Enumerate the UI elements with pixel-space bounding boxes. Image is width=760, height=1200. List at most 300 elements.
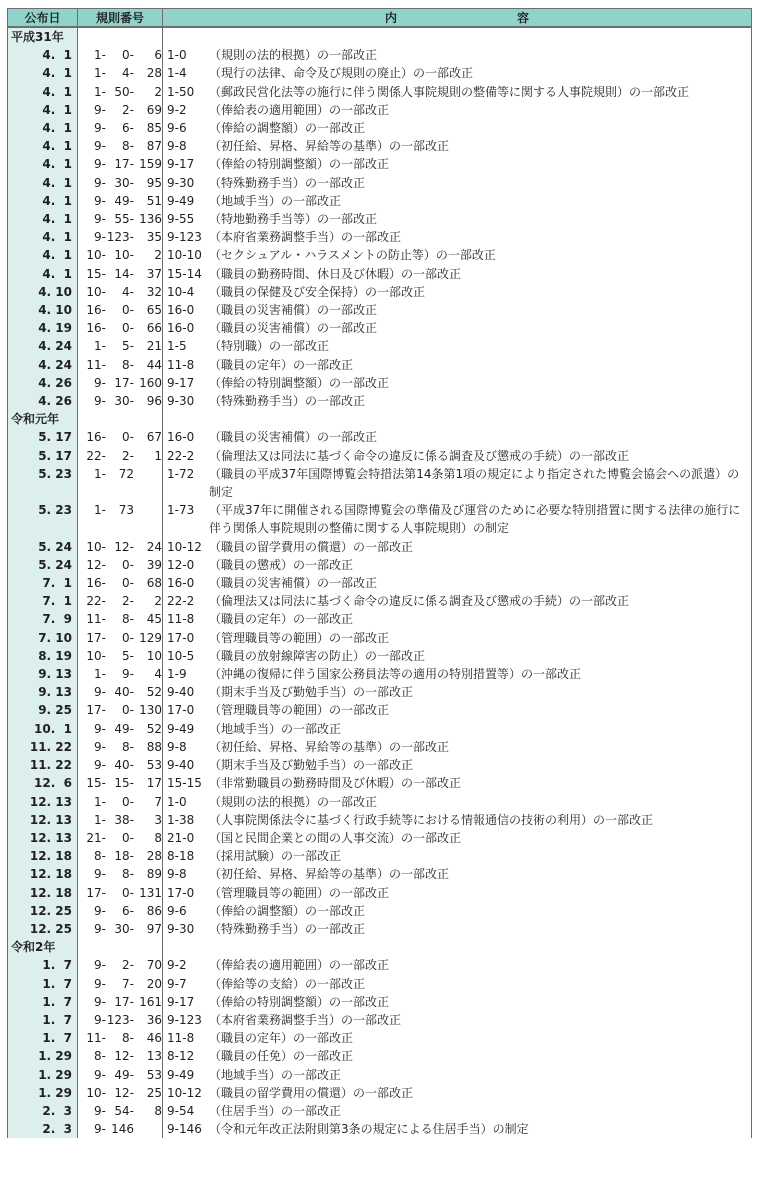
rule-number-part: 0-	[122, 303, 134, 318]
rule-code: 12-0	[167, 557, 195, 572]
rule-number	[78, 920, 163, 938]
rule-number-part: 10-	[86, 1085, 106, 1100]
rule-number-part: 37	[146, 266, 162, 281]
rule-code: 10-10	[167, 248, 202, 263]
table-row	[8, 119, 752, 137]
rule-number-part: 68	[146, 576, 162, 591]
rule-content	[163, 610, 752, 628]
rule-number-part: 9-	[94, 175, 106, 190]
rule-code: 11-8	[167, 1031, 195, 1046]
empty-cell	[78, 938, 163, 956]
rule-content	[163, 847, 752, 865]
promulgation-date: 7. 10	[8, 629, 78, 647]
rule-description: （職員の災害補償）の一部改正	[209, 303, 378, 318]
rule-description: （倫理法又は同法に基づく命令の違反に係る調査及び懲戒の手続）の一部改正	[209, 448, 630, 463]
rule-code: 1-0	[167, 48, 187, 63]
promulgation-date: 4. 26	[8, 374, 78, 392]
promulgation-date: 4. 1	[8, 192, 78, 210]
rule-number-part: 69	[146, 102, 162, 117]
era-label: 令和元年	[8, 410, 78, 428]
rule-number-part: 28	[146, 66, 162, 81]
promulgation-date: 12. 6	[8, 774, 78, 792]
rule-number-part: 2-	[122, 448, 134, 463]
promulgation-date: 1. 29	[8, 1047, 78, 1065]
rule-content	[163, 428, 752, 446]
rule-code: 9-49	[167, 721, 195, 736]
rule-number-part: 160	[139, 375, 162, 390]
rule-content	[163, 1029, 752, 1047]
rule-number-part: 0-	[122, 830, 134, 845]
rule-number-part: 10-	[86, 284, 106, 299]
promulgation-date: 12. 18	[8, 865, 78, 883]
rule-number-part: 5-	[122, 339, 134, 354]
table-row	[8, 884, 752, 902]
rule-number-part: 130	[139, 703, 162, 718]
rule-number	[78, 720, 163, 738]
table-row	[8, 538, 752, 556]
rule-number-part: 12-	[86, 557, 106, 572]
table-row	[8, 1047, 752, 1065]
rule-number-part: 53	[146, 758, 162, 773]
rule-description: （初任給、昇格、昇給等の基準）の一部改正	[209, 739, 450, 754]
header-rule-number: 規則番号	[78, 9, 163, 28]
rule-description: （俸給の特別調整額）の一部改正	[209, 157, 390, 172]
promulgation-date: 4. 1	[8, 210, 78, 228]
rule-number-part: 9-	[94, 867, 106, 882]
rule-number	[78, 119, 163, 137]
rule-description: （本府省業務調整手当）の一部改正	[209, 1012, 402, 1027]
rule-content	[163, 592, 752, 610]
rule-number-part: 8-	[94, 1049, 106, 1064]
rule-description: （俸給の調整額）の一部改正	[209, 121, 366, 135]
rule-number-part: 52	[146, 685, 162, 700]
era-row	[8, 410, 752, 428]
rule-code: 1-4	[167, 66, 187, 81]
rule-number-part: 0-	[122, 576, 134, 591]
rule-number-part: 10-	[114, 248, 134, 263]
rule-number	[78, 137, 163, 155]
rule-number-part: 15-	[86, 776, 106, 791]
rule-number-part: 70	[146, 958, 162, 973]
rule-number-part: 0-	[122, 321, 134, 336]
empty-cell	[163, 410, 752, 428]
table-row	[8, 428, 752, 446]
rule-number	[78, 192, 163, 210]
rule-number	[78, 265, 163, 283]
rule-number-part: 51	[146, 193, 162, 208]
rule-number-part: 17-	[114, 994, 134, 1009]
table-row	[8, 374, 752, 392]
rule-number	[78, 811, 163, 829]
rule-code: 9-40	[167, 685, 195, 700]
rule-number-part: 45	[146, 612, 162, 627]
rule-number-part: 0-	[122, 430, 134, 445]
rule-description: （初任給、昇格、昇給等の基準）の一部改正	[209, 139, 450, 154]
promulgation-date: 1. 29	[8, 1066, 78, 1084]
rule-number-part: 18-	[114, 849, 134, 864]
rule-content	[163, 1120, 752, 1138]
rule-number-part: 9-	[94, 394, 106, 409]
rule-code: 10-5	[167, 648, 195, 663]
rule-description: （職員の懲戒）の一部改正	[209, 557, 354, 572]
rule-content	[163, 155, 752, 173]
rule-number	[78, 738, 163, 756]
promulgation-date: 5. 23	[8, 501, 78, 537]
rule-code: 1-73	[167, 503, 195, 518]
rule-code: 1-38	[167, 812, 195, 827]
rule-number-part: 8	[154, 830, 162, 845]
rule-content	[163, 647, 752, 665]
rule-content	[163, 975, 752, 993]
rule-description: （沖縄の復帰に伴う国家公務員法等の適用の特別措置等）の一部改正	[209, 667, 582, 682]
rule-content	[163, 119, 752, 137]
rule-number-part: 12-	[114, 539, 134, 554]
rule-number-part: 8-	[122, 867, 134, 882]
rule-description: （特殊勤務手当）の一部改正	[209, 921, 366, 936]
rule-number-part	[134, 1120, 162, 1138]
rule-number-part: 4-	[122, 66, 134, 81]
rule-number-part: 32	[146, 284, 162, 299]
rule-description: （職員の災害補償）の一部改正	[209, 576, 378, 591]
rule-content	[163, 265, 752, 283]
rule-content	[163, 392, 752, 410]
rule-content	[163, 64, 752, 82]
rule-number-part: 11-	[86, 357, 106, 372]
rule-number-part: 3	[154, 812, 162, 827]
header-date: 公布日	[8, 9, 78, 28]
promulgation-date: 12. 25	[8, 902, 78, 920]
rule-description: （地域手当）の一部改正	[209, 1067, 342, 1082]
rule-code: 10-4	[167, 284, 195, 299]
rule-number-part: 39	[146, 557, 162, 572]
rule-number-part: 0-	[122, 557, 134, 572]
rule-code: 9-30	[167, 921, 195, 936]
rule-number-part: 8	[154, 1103, 162, 1118]
rule-number-part: 9-	[94, 102, 106, 117]
rule-number-part	[134, 465, 162, 483]
table-row	[8, 501, 752, 537]
rule-number-part: 9-	[94, 758, 106, 773]
rule-content	[163, 793, 752, 811]
rule-content	[163, 774, 752, 792]
rule-code: 9-8	[167, 739, 187, 754]
rule-code: 9-123	[167, 1012, 202, 1027]
rule-number	[78, 774, 163, 792]
rule-description: （セクシュアル・ハラスメントの防止等）の一部改正	[209, 248, 496, 263]
rule-number-part: 9-	[94, 1103, 106, 1118]
table-row	[8, 811, 752, 829]
rule-code: 9-17	[167, 375, 195, 390]
rule-number	[78, 1011, 163, 1029]
rule-number-part: 0-	[122, 703, 134, 718]
header-content-char1: 内	[384, 10, 397, 25]
table-row	[8, 83, 752, 101]
rule-description: （職員の災害補償）の一部改正	[209, 321, 378, 336]
rule-number-part: 131	[139, 885, 162, 900]
rule-description: （地域手当）の一部改正	[209, 193, 342, 208]
rule-number	[78, 1084, 163, 1102]
rule-content	[163, 337, 752, 355]
promulgation-date: 4. 1	[8, 155, 78, 173]
rule-content	[163, 174, 752, 192]
rule-description: （規則の法的根拠）の一部改正	[209, 48, 378, 63]
promulgation-date: 2. 3	[8, 1120, 78, 1138]
rule-code: 11-8	[167, 612, 195, 627]
rule-number-part: 17	[146, 776, 162, 791]
rule-description: （本府省業務調整手当）の一部改正	[209, 230, 402, 245]
rule-number-part: 161	[139, 994, 162, 1009]
rule-number-part: 9-	[94, 139, 106, 154]
promulgation-date: 5. 17	[8, 428, 78, 446]
rule-content	[163, 720, 752, 738]
rule-description: （管理職員等の範囲）の一部改正	[209, 630, 390, 645]
rule-number-part: 35	[146, 230, 162, 245]
rule-content	[163, 1047, 752, 1065]
rule-number-part: 17-	[114, 157, 134, 172]
rule-number-part: 12-	[114, 1085, 134, 1100]
rule-description: （非常勤職員の勤務時間及び休暇）の一部改正	[209, 776, 462, 791]
table-row	[8, 574, 752, 592]
rule-number-part: 17-	[86, 630, 106, 645]
rule-number-part: 9-	[94, 1012, 106, 1027]
rule-content	[163, 629, 752, 647]
rule-number-part: 28	[146, 849, 162, 864]
rule-code: 16-0	[167, 430, 195, 445]
promulgation-date: 4. 1	[8, 246, 78, 264]
rule-content	[163, 465, 752, 501]
rule-description: （職員の災害補償）の一部改正	[209, 430, 378, 445]
table-row	[8, 1066, 752, 1084]
rule-content	[163, 1102, 752, 1120]
rule-content	[163, 683, 752, 701]
table-row	[8, 356, 752, 374]
rule-number	[78, 1047, 163, 1065]
rule-code: 8-18	[167, 849, 195, 864]
promulgation-date: 9. 13	[8, 665, 78, 683]
table-row	[8, 392, 752, 410]
table-row	[8, 738, 752, 756]
rule-code: 9-17	[167, 157, 195, 172]
rule-content	[163, 1011, 752, 1029]
rule-number-part: 6-	[122, 903, 134, 918]
rule-content	[163, 1066, 752, 1084]
rule-number	[78, 902, 163, 920]
rule-number-part: 8-	[122, 1031, 134, 1046]
rule-number-part: 0-	[122, 885, 134, 900]
promulgation-date: 8. 19	[8, 647, 78, 665]
rule-number-part: 1-	[94, 466, 106, 481]
rule-number-part: 4-	[122, 284, 134, 299]
promulgation-date: 12. 13	[8, 811, 78, 829]
rule-number-part: 9-	[94, 157, 106, 172]
rule-content	[163, 210, 752, 228]
rule-number	[78, 1066, 163, 1084]
rule-code: 1-50	[167, 84, 195, 99]
rule-content	[163, 137, 752, 155]
promulgation-date: 10. 1	[8, 720, 78, 738]
rule-number	[78, 210, 163, 228]
rule-number-part: 2-	[122, 102, 134, 117]
promulgation-date: 7. 9	[8, 610, 78, 628]
rule-code: 17-0	[167, 703, 195, 718]
rule-code: 9-6	[167, 121, 187, 135]
rule-number-part: 88	[146, 739, 162, 754]
table-row	[8, 46, 752, 64]
promulgation-date: 5. 23	[8, 465, 78, 501]
rule-code: 9-49	[167, 1067, 195, 1082]
rule-number	[78, 501, 163, 537]
rule-content	[163, 756, 752, 774]
promulgation-date: 7. 1	[8, 592, 78, 610]
promulgation-date: 1. 7	[8, 975, 78, 993]
rule-code: 17-0	[167, 885, 195, 900]
rule-code: 1-72	[167, 466, 195, 481]
rule-number-part: 22-	[86, 594, 106, 609]
rule-number	[78, 465, 163, 501]
rule-number-part: 9-	[94, 685, 106, 700]
rule-code: 11-8	[167, 357, 195, 372]
rule-number-part: 10-	[86, 648, 106, 663]
rule-number-part: 15-	[86, 266, 106, 281]
table-row	[8, 665, 752, 683]
rule-description: （職員の平成37年国際博覧会特措法第14条第1項の規定により指定された博覧会協会への派遣）の制定	[209, 466, 740, 500]
rule-description: （特地勤務手当等）の一部改正	[209, 212, 378, 227]
rule-description: （国と民間企業との間の人事交流）の一部改正	[209, 830, 462, 845]
rule-number	[78, 83, 163, 101]
rule-code: 17-0	[167, 630, 195, 645]
rule-number	[78, 683, 163, 701]
promulgation-date: 12. 18	[8, 884, 78, 902]
rule-code: 1-5	[167, 339, 187, 354]
rule-code: 9-8	[167, 867, 187, 882]
rule-number-part: 9-	[94, 958, 106, 973]
rule-code: 10-12	[167, 1085, 202, 1100]
rule-number-part: 1-	[94, 84, 106, 99]
promulgation-date: 12. 25	[8, 920, 78, 938]
rule-description: （規則の法的根拠）の一部改正	[209, 794, 378, 809]
rule-number-part: 30-	[114, 921, 134, 936]
rule-number-part: 95	[146, 175, 162, 190]
promulgation-date: 9. 25	[8, 701, 78, 719]
rules-table	[7, 8, 752, 1138]
rule-number-part: 1	[154, 448, 162, 463]
table-row	[8, 228, 752, 246]
rule-code: 9-54	[167, 1103, 195, 1118]
rule-number-part: 30-	[114, 175, 134, 190]
table-row	[8, 337, 752, 355]
header-content	[163, 9, 752, 28]
era-row	[8, 938, 752, 956]
rule-number-part: 9-	[94, 212, 106, 227]
rule-number	[78, 228, 163, 246]
table-row	[8, 265, 752, 283]
promulgation-date: 12. 18	[8, 847, 78, 865]
rule-code: 9-7	[167, 976, 187, 991]
rule-description: （職員の放射線障害の防止）の一部改正	[209, 648, 426, 663]
rule-description: （人事院関係法令に基づく行政手続等における情報通信の技術の利用）の一部改正	[209, 812, 654, 827]
rule-number-part: 0-	[122, 48, 134, 63]
rule-number-part: 136	[139, 212, 162, 227]
promulgation-date: 11. 22	[8, 756, 78, 774]
rule-number	[78, 556, 163, 574]
rule-number-part: 66	[146, 321, 162, 336]
rule-content	[163, 192, 752, 210]
rule-number-part: 40-	[114, 685, 134, 700]
rule-code: 22-2	[167, 594, 195, 609]
rule-number-part: 1-	[94, 503, 106, 518]
table-row	[8, 64, 752, 82]
rule-code: 16-0	[167, 321, 195, 336]
rule-number-part: 2	[154, 248, 162, 263]
rule-number-part: 52	[146, 721, 162, 736]
rule-code: 9-8	[167, 139, 187, 154]
rule-code: 15-15	[167, 776, 202, 791]
rule-number-part: 9-	[94, 1067, 106, 1082]
rule-number-part: 17-	[114, 375, 134, 390]
rule-content	[163, 701, 752, 719]
rule-number-part: 24	[146, 539, 162, 554]
rule-number-part: 7	[154, 794, 162, 809]
rule-number-part: 73	[118, 503, 134, 518]
rule-description: （俸給表の適用範囲）の一部改正	[209, 958, 390, 973]
rule-number-part: 65	[146, 303, 162, 318]
rule-content	[163, 374, 752, 392]
rule-content	[163, 1084, 752, 1102]
rule-number-part: 9-	[94, 230, 106, 245]
rule-number-part: 16-	[86, 430, 106, 445]
rule-content	[163, 301, 752, 319]
table-row	[8, 720, 752, 738]
rule-number-part: 0-	[122, 630, 134, 645]
rule-description: （特別職）の一部改正	[209, 339, 330, 354]
rule-number-part: 8-	[122, 612, 134, 627]
empty-cell	[78, 27, 163, 46]
rule-number-part: 8-	[122, 739, 134, 754]
rule-number-part: 50-	[114, 84, 134, 99]
rule-description: （管理職員等の範囲）の一部改正	[209, 703, 390, 718]
rule-number-part: 86	[146, 903, 162, 918]
rule-number-part: 9-	[94, 121, 106, 135]
rule-number	[78, 155, 163, 173]
rule-content	[163, 283, 752, 301]
promulgation-date: 4. 1	[8, 64, 78, 82]
rule-number-part	[134, 501, 162, 519]
rule-number	[78, 829, 163, 847]
rule-code: 9-55	[167, 212, 195, 227]
rule-number-part: 17-	[86, 885, 106, 900]
rule-number-part: 55-	[114, 212, 134, 227]
promulgation-date: 4. 1	[8, 137, 78, 155]
rule-description: （特殊勤務手当）の一部改正	[209, 394, 366, 409]
rule-description: （倫理法又は同法に基づく命令の違反に係る調査及び懲戒の手続）の一部改正	[209, 594, 630, 609]
rule-number-part: 9-	[94, 1122, 106, 1137]
table-row	[8, 1102, 752, 1120]
rule-number-part: 9-	[94, 921, 106, 936]
rule-description: （郵政民営化法等の施行に伴う関係人事院規則の整備等に関する人事院規則）の一部改正	[209, 84, 690, 99]
rule-number-part: 9-	[94, 903, 106, 918]
table-row	[8, 829, 752, 847]
rule-content	[163, 738, 752, 756]
rule-number-part: 44	[146, 357, 162, 372]
rule-number-part: 15-	[114, 776, 134, 791]
rule-number-part: 54-	[114, 1103, 134, 1118]
rule-code: 8-12	[167, 1049, 195, 1064]
rule-number-part: 85	[146, 121, 162, 135]
rule-number-part: 36	[146, 1012, 162, 1027]
rule-content	[163, 319, 752, 337]
rule-number-part: 5-	[122, 648, 134, 663]
promulgation-date: 4. 1	[8, 174, 78, 192]
